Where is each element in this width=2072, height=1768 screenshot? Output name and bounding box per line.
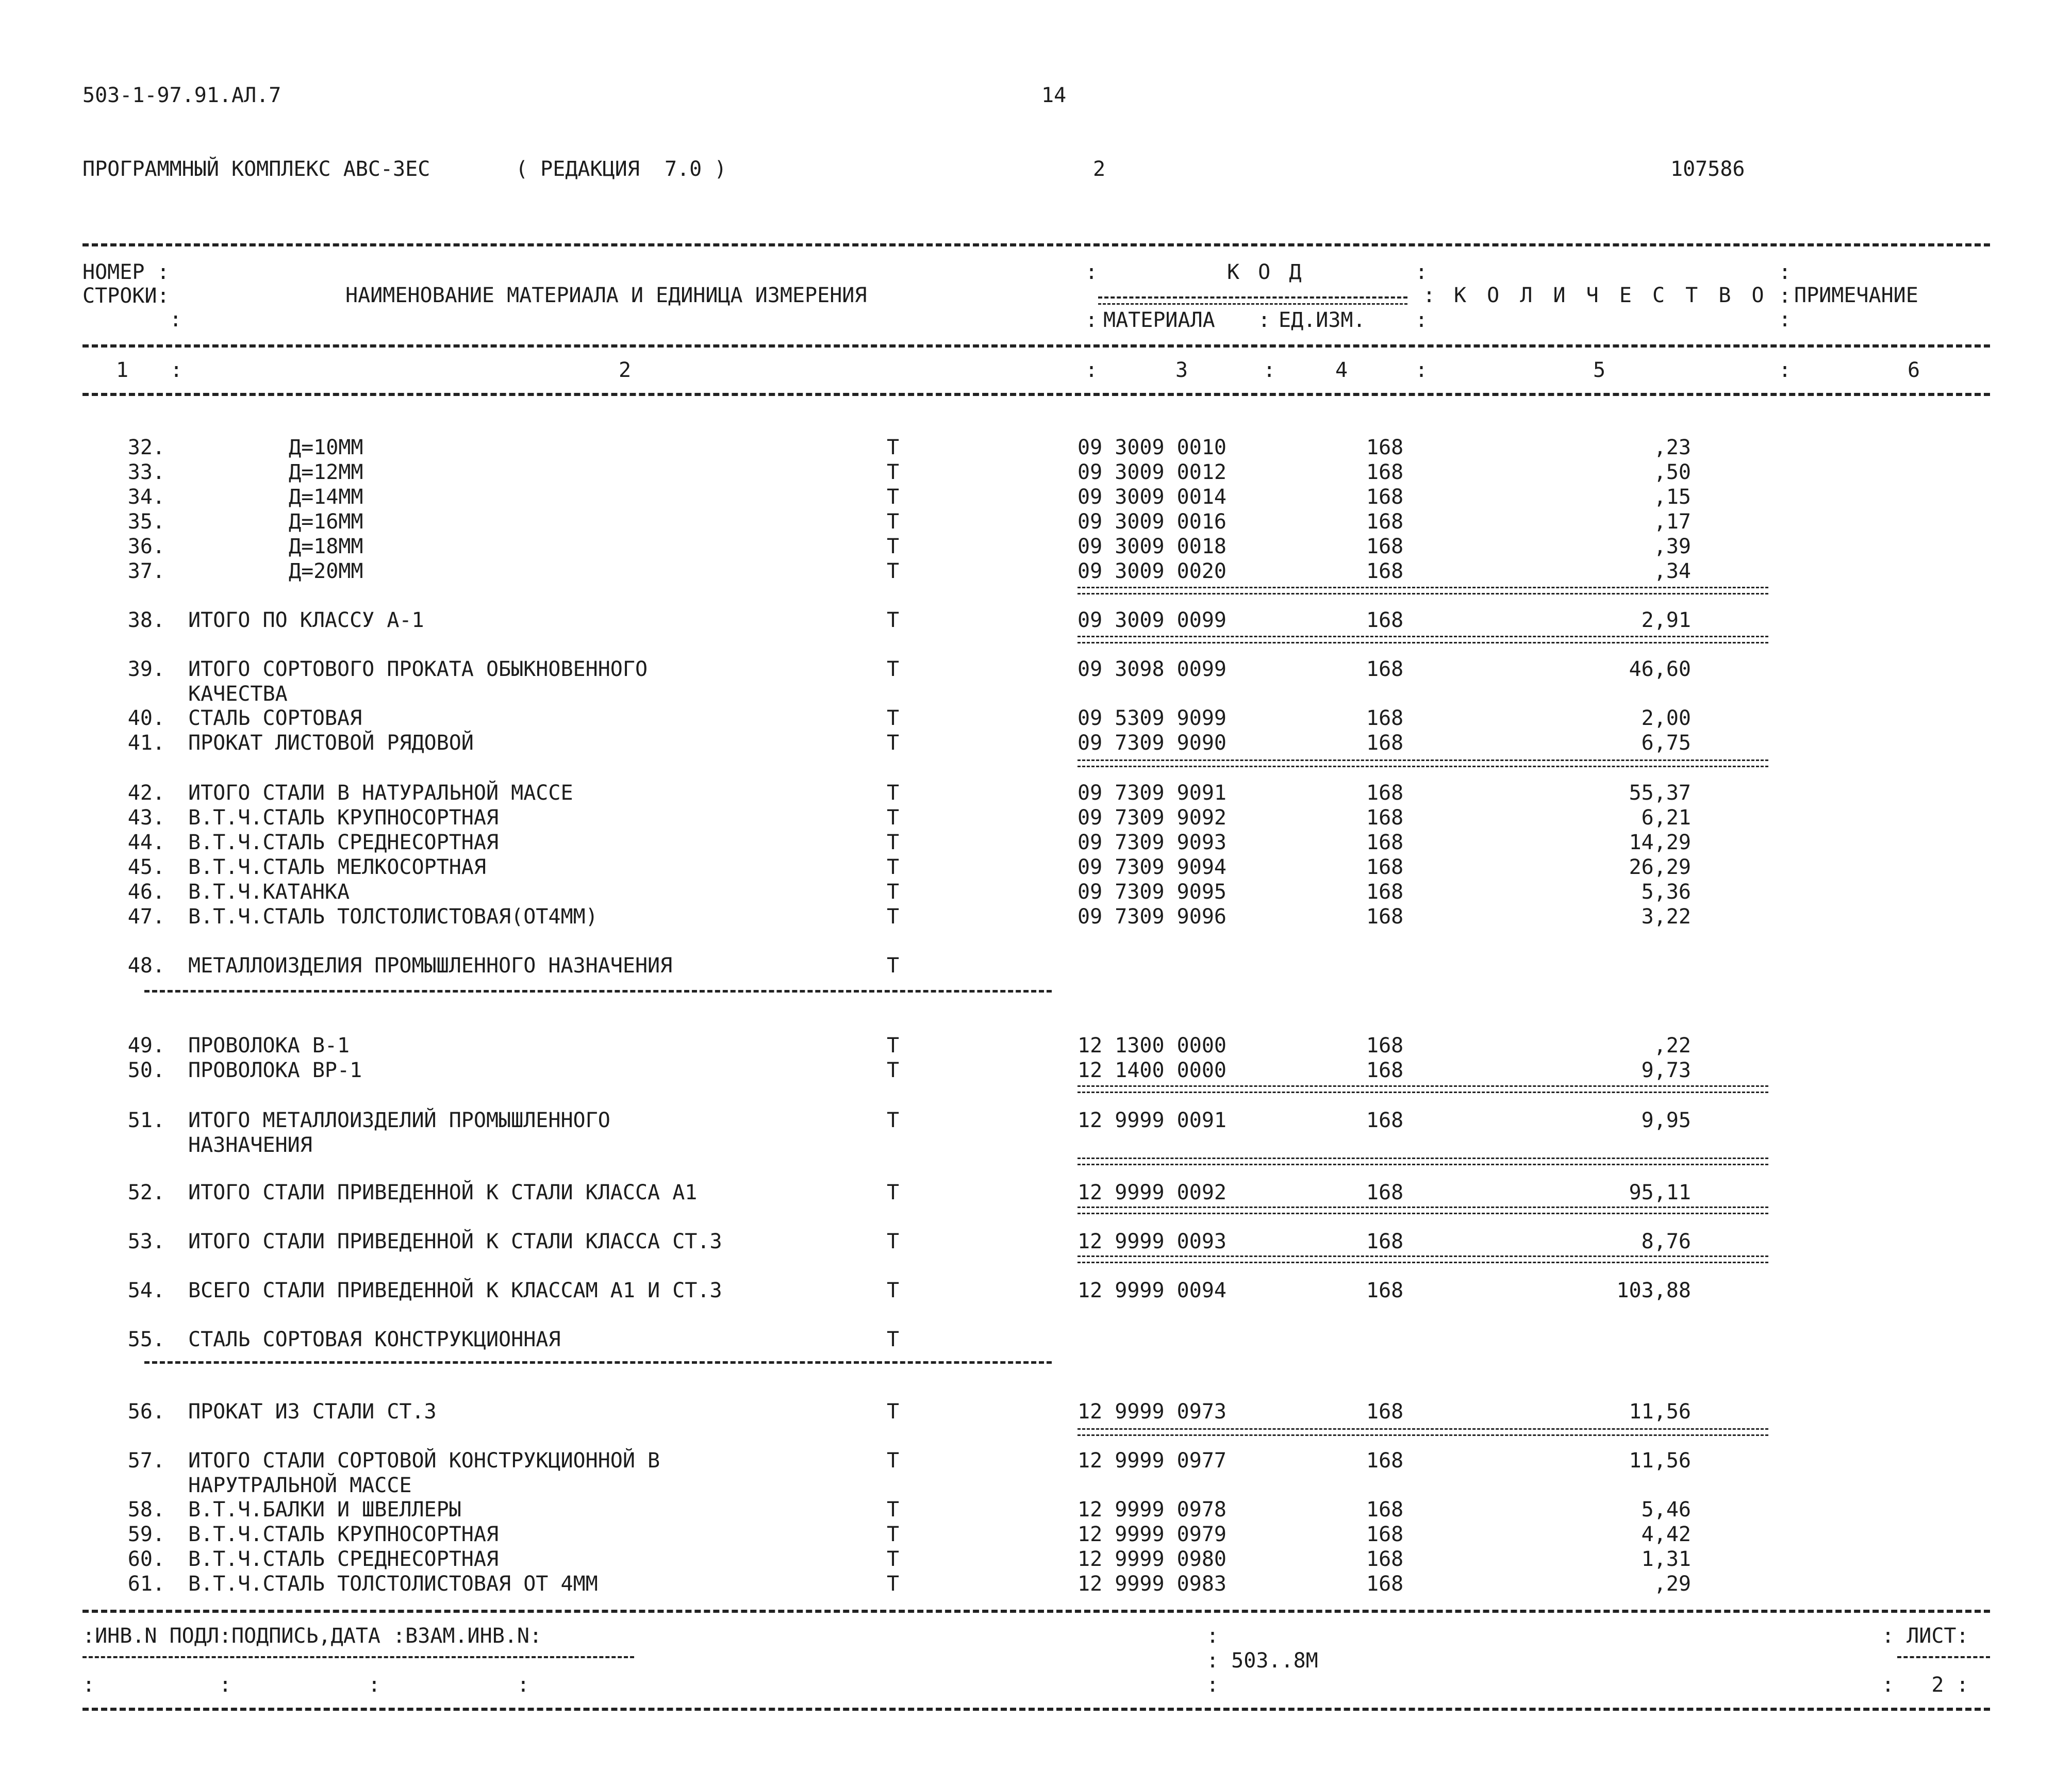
row-name: ИТОГО СТАЛИ В НАТУРАЛЬНОЙ МАССЕ [188,781,573,805]
row-name: В.Т.Ч.СТАЛЬ МЕЛКОСОРТНАЯ [188,855,486,879]
total-rule [1078,1255,1768,1257]
row-material-code: 09 3098 0099 [1078,657,1226,681]
header-code-material: МАТЕРИАЛА [1103,308,1215,332]
row-number: 46. [127,880,165,904]
row-unit: Т [887,460,900,484]
header-colon: : : : [1779,260,1792,332]
header-colon: : [1779,358,1792,382]
header-code-rule [1098,296,1407,299]
row-quantity: 26,29 [1629,855,1691,879]
row-quantity: 8,76 [1641,1230,1691,1253]
row-unit: Т [887,1547,900,1571]
row-unit-code: 168 [1366,1230,1404,1253]
row-number: 52. [127,1181,165,1204]
row-quantity: 3,22 [1641,905,1691,929]
header-colon: : [1085,308,1098,332]
row-number: 59. [127,1523,165,1546]
row-name: Д=18ММ [289,535,363,558]
row-quantity: 6,75 [1641,731,1691,755]
row-number: 33. [127,460,165,484]
row-name: СТАЛЬ СОРТОВАЯ КОНСТРУКЦИОННАЯ [188,1328,561,1351]
row-number: 53. [127,1230,165,1253]
row-number: 43. [127,806,165,830]
row-quantity: 6,21 [1641,806,1691,830]
footer-colon: : [1206,1673,1219,1697]
row-name: ИТОГО СТАЛИ ПРИВЕДЕННОЙ К СТАЛИ КЛАССА А1 [188,1181,698,1204]
row-quantity: 46,60 [1629,657,1691,681]
row-unit-code: 168 [1366,1059,1404,1082]
row-name: Д=20ММ [289,559,363,583]
row-unit: Т [887,731,900,755]
total-rule [1078,636,1768,637]
row-number: 47. [127,905,165,929]
row-unit: Т [887,706,900,730]
row-unit: Т [887,880,900,904]
row-material-code: 09 7309 9094 [1078,855,1226,879]
row-unit-code: 168 [1366,706,1404,730]
row-unit-code: 168 [1366,855,1404,879]
row-name: В.Т.Ч.БАЛКИ И ШВЕЛЛЕРЫ [188,1498,461,1522]
row-unit-code: 168 [1366,535,1404,558]
row-unit-code: 168 [1366,880,1404,904]
row-number: 49. [127,1034,165,1058]
row-material-code: 12 9999 0092 [1078,1181,1226,1204]
row-material-code: 12 9999 0977 [1078,1449,1226,1473]
row-quantity: 11,56 [1629,1449,1691,1473]
row-unit: Т [887,535,900,558]
row-material-code: 09 3009 0020 [1078,559,1226,583]
header-code-unit: ЕД.ИЗМ. [1279,308,1366,332]
row-name: Д=14ММ [289,485,363,509]
row-quantity: 9,73 [1641,1059,1691,1082]
row-material-code: 12 9999 0979 [1078,1523,1226,1546]
total-rule [1078,1085,1768,1087]
stamp-cells: : : : : [82,1673,529,1697]
header-mid-rule [82,344,1990,348]
total-rule [1078,1207,1768,1208]
row-unit-code: 168 [1366,1109,1404,1132]
row-material-code: 09 3009 0010 [1078,436,1226,459]
row-material-code: 09 7309 9095 [1078,880,1226,904]
row-number: 48. [127,954,165,978]
row-unit: Т [887,1328,900,1351]
header-quantity: К О Л И Ч Е С Т В О [1454,284,1768,307]
row-name: ИТОГО ПО КЛАССУ А-1 [188,608,424,632]
row-quantity: ,34 [1653,559,1691,583]
header-colon: : [1415,308,1428,332]
row-material-code: 12 9999 0973 [1078,1400,1226,1424]
row-unit: Т [887,485,900,509]
row-unit-code: 168 [1366,1181,1404,1204]
row-number: 50. [127,1059,165,1082]
col-num-1: 1 [116,358,129,382]
row-unit-code: 168 [1366,1523,1404,1546]
row-name: ПРОВОЛОКА В-1 [188,1034,350,1058]
row-unit-code: 168 [1366,1547,1404,1571]
row-unit: Т [887,1279,900,1302]
row-name: ПРОКАТ ЛИСТОВОЙ РЯДОВОЙ [188,731,474,755]
row-name: ИТОГО СОРТОВОГО ПРОКАТА ОБЫКНОВЕННОГО [188,657,648,681]
row-name: ИТОГО МЕТАЛЛОИЗДЕЛИЙ ПРОМЫШЛЕННОГО [188,1109,610,1132]
header-bottom-rule [82,393,1990,396]
footer-bottom-rule [82,1708,1990,1711]
row-number: 36. [127,535,165,558]
row-quantity: 2,00 [1641,706,1691,730]
row-unit-code: 168 [1366,731,1404,755]
row-quantity: 5,36 [1641,880,1691,904]
row-number: 35. [127,510,165,534]
row-quantity: 5,46 [1641,1498,1691,1522]
row-unit: Т [887,781,900,805]
sheet-value: : 2 : [1882,1673,1969,1697]
row-number: 58. [127,1498,165,1522]
row-quantity: 103,88 [1616,1279,1691,1302]
row-unit-code: 168 [1366,436,1404,459]
row-unit: Т [887,1181,900,1204]
row-unit-code: 168 [1366,510,1404,534]
row-unit-code: 168 [1366,1572,1404,1596]
row-quantity: ,22 [1653,1034,1691,1058]
row-quantity: 14,29 [1629,831,1691,854]
row-name: В.Т.Ч.СТАЛЬ ТОЛСТОЛИСТОВАЯ ОТ 4ММ [188,1572,598,1596]
col-num-4: 4 [1335,358,1348,382]
row-name: ПРОКАТ ИЗ СТАЛИ СТ.3 [188,1400,437,1424]
row-number: 55. [127,1328,165,1351]
col-num-6: 6 [1908,358,1920,382]
row-unit: Т [887,608,900,632]
row-material-code: 12 9999 0983 [1078,1572,1226,1596]
total-rule [1078,587,1768,588]
header-colon: : [1085,260,1098,284]
row-name: ИТОГО СТАЛИ СОРТОВОЙ КОНСТРУКЦИОННОЙ В [188,1449,660,1473]
row-number: 57. [127,1449,165,1473]
row-unit: Т [887,1523,900,1546]
row-unit: Т [887,1109,900,1132]
header-colon: : [1258,308,1271,332]
row-name: СТАЛЬ СОРТОВАЯ [188,706,362,730]
row-unit-code: 168 [1366,485,1404,509]
row-material-code: 12 9999 0093 [1078,1230,1226,1253]
row-unit: Т [887,1498,900,1522]
row-name-continued: НАРУТРАЛЬНОЙ МАССЕ [188,1474,412,1497]
row-number: 37. [127,559,165,583]
header-colon: : [1415,260,1428,284]
row-name: Д=10ММ [289,436,363,459]
header-colon: : [1085,358,1098,382]
row-material-code: 09 3009 0099 [1078,608,1226,632]
row-number: 45. [127,855,165,879]
row-material-code: 09 7309 9092 [1078,806,1226,830]
row-unit: Т [887,1034,900,1058]
document-code: 503-1-97.91.АЛ.7 [82,84,281,107]
row-material-code: 09 3009 0014 [1078,485,1226,509]
col-num-5: 5 [1593,358,1606,382]
row-material-code: 09 3009 0012 [1078,460,1226,484]
row-material-code: 09 5309 9099 [1078,706,1226,730]
row-unit-code: 168 [1366,608,1404,632]
row-name: В.Т.Ч.КАТАНКА [188,880,350,904]
row-quantity: 2,91 [1641,608,1691,632]
footer-colon: : [1206,1624,1219,1648]
row-unit-code: 168 [1366,657,1404,681]
row-name-continued: КАЧЕСТВА [188,682,288,706]
stamp-header: :ИНВ.N ПОДЛ:ПОДПИСЬ,ДАТА :ВЗАМ.ИНВ.N: [82,1624,542,1648]
row-name: Д=12ММ [289,460,363,484]
sheet-label: : ЛИСТ: [1882,1624,1969,1648]
row-name: В.Т.Ч.СТАЛЬ КРУПНОСОРТНАЯ [188,806,499,830]
col-num-3: 3 [1175,358,1188,382]
row-name: В.Т.Ч.СТАЛЬ КРУПНОСОРТНАЯ [188,1523,499,1546]
row-unit: Т [887,1449,900,1473]
row-unit-code: 168 [1366,781,1404,805]
row-number: 61. [127,1572,165,1596]
row-number: 40. [127,706,165,730]
row-material-code: 09 3009 0018 [1078,535,1226,558]
row-unit-code: 168 [1366,460,1404,484]
header-colon: : [1423,284,1436,307]
row-name: ПРОВОЛОКА ВР-1 [188,1059,362,1082]
row-number: 41. [127,731,165,755]
row-number: 39. [127,657,165,681]
program-edition: ( РЕДАКЦИЯ 7.0 ) [516,157,727,181]
row-unit: Т [887,510,900,534]
row-unit-code: 168 [1366,1034,1404,1058]
job-number: 107586 [1670,157,1745,181]
row-number: 32. [127,436,165,459]
row-unit: Т [887,954,900,978]
row-unit-code: 168 [1366,1279,1404,1302]
row-quantity: ,17 [1653,510,1691,534]
row-unit: Т [887,1400,900,1424]
row-number: 51. [127,1109,165,1132]
header-colon: : [1263,358,1276,382]
row-material-code: 12 9999 0091 [1078,1109,1226,1132]
row-number: 38. [127,608,165,632]
header-row-number: НОМЕР : СТРОКИ: : [82,260,182,332]
row-name: В.Т.Ч.СТАЛЬ ТОЛСТОЛИСТОВАЯ(ОТ4ММ) [188,905,598,929]
row-unit-code: 168 [1366,806,1404,830]
row-quantity: 9,95 [1641,1109,1691,1132]
row-quantity: 4,42 [1641,1523,1691,1546]
row-unit: Т [887,1059,900,1082]
row-quantity: 11,56 [1629,1400,1691,1424]
row-unit-code: 168 [1366,905,1404,929]
row-unit: Т [887,1572,900,1596]
row-material-code: 12 1400 0000 [1078,1059,1226,1082]
row-unit: Т [887,905,900,929]
header-colon: : [1415,358,1428,382]
row-number: 56. [127,1400,165,1424]
row-unit-code: 168 [1366,1498,1404,1522]
row-unit-code: 168 [1366,1449,1404,1473]
row-number: 44. [127,831,165,854]
row-quantity: 55,37 [1629,781,1691,805]
stamp-rule [82,1656,634,1658]
header-code: К О Д [1227,260,1305,284]
row-unit: Т [887,855,900,879]
header-colon: : [170,358,183,382]
row-material-code: 12 1300 0000 [1078,1034,1226,1058]
page-number: 14 [1041,84,1067,107]
row-material-code: 09 7309 9093 [1078,831,1226,854]
row-quantity: 1,31 [1641,1547,1691,1571]
row-material-code: 09 7309 9090 [1078,731,1226,755]
row-number: 42. [127,781,165,805]
row-quantity: 95,11 [1629,1181,1691,1204]
sheet-rule [1897,1656,1990,1658]
row-name: ВСЕГО СТАЛИ ПРИВЕДЕННОЙ К КЛАССАМ А1 И СТ.3 [188,1279,722,1302]
row-number: 34. [127,485,165,509]
row-unit-code: 168 [1366,1400,1404,1424]
row-name: МЕТАЛЛОИЗДЕЛИЯ ПРОМЫШЛЕННОГО НАЗНАЧЕНИЯ [188,954,673,978]
header-name: НАИМЕНОВАНИЕ МАТЕРИАЛА И ЕДИНИЦА ИЗМЕРЕНИЯ [345,284,867,307]
row-name: В.Т.Ч.СТАЛЬ СРЕДНЕСОРТНАЯ [188,831,499,854]
row-material-code: 12 9999 0094 [1078,1279,1226,1302]
row-unit: Т [887,559,900,583]
section-rule [144,990,1052,993]
row-number: 60. [127,1547,165,1571]
row-material-code: 09 7309 9091 [1078,781,1226,805]
row-name: В.Т.Ч.СТАЛЬ СРЕДНЕСОРТНАЯ [188,1547,499,1571]
footer-top-rule [82,1610,1990,1613]
row-quantity: ,15 [1653,485,1691,509]
program-title: ПРОГРАММНЫЙ КОМПЛЕКС АВС-3ЕС [82,157,430,181]
header-note: ПРИМЕЧАНИЕ [1794,284,1918,307]
row-quantity: ,50 [1653,460,1691,484]
row-unit: Т [887,657,900,681]
row-name: ИТОГО СТАЛИ ПРИВЕДЕННОЙ К СТАЛИ КЛАССА СТ.3 [188,1230,722,1253]
row-material-code: 09 7309 9096 [1078,905,1226,929]
total-rule [1078,1158,1768,1159]
sheet-number: 2 [1093,157,1106,181]
row-quantity: ,29 [1653,1572,1691,1596]
total-rule [1078,759,1768,761]
row-unit-code: 168 [1366,559,1404,583]
section-rule [144,1361,1052,1364]
row-unit: Т [887,436,900,459]
col-num-2: 2 [619,358,632,382]
row-unit-code: 168 [1366,831,1404,854]
row-material-code: 12 9999 0980 [1078,1547,1226,1571]
document-reference: : 503..8М [1206,1649,1318,1673]
row-quantity: ,39 [1653,535,1691,558]
row-unit: Т [887,1230,900,1253]
row-material-code: 09 3009 0016 [1078,510,1226,534]
row-name: Д=16ММ [289,510,363,534]
row-unit: Т [887,806,900,830]
row-unit: Т [887,831,900,854]
row-number: 54. [127,1279,165,1302]
table-top-rule [82,243,1990,246]
total-rule [1078,1428,1768,1430]
row-name-continued: НАЗНАЧЕНИЯ [188,1133,312,1157]
row-quantity: ,23 [1653,436,1691,459]
row-material-code: 12 9999 0978 [1078,1498,1226,1522]
